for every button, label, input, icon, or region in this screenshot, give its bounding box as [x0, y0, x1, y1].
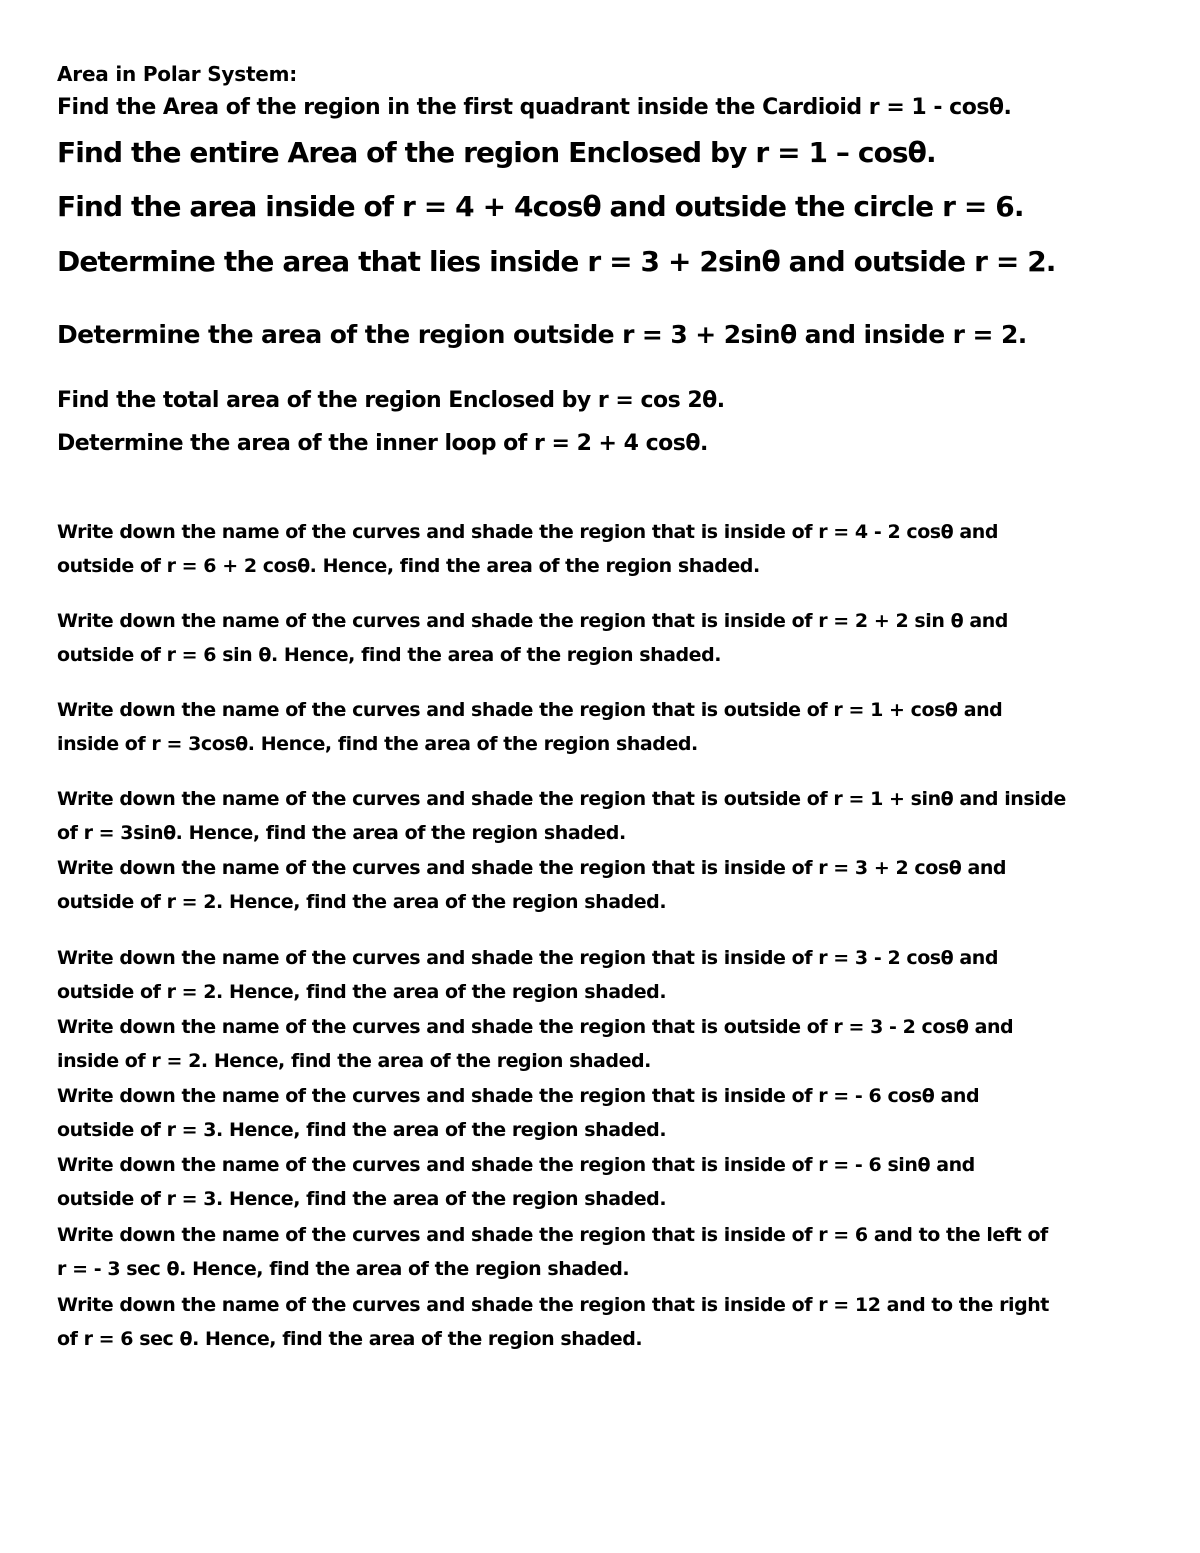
- write-question-2-line-2: outside of r = 6 sin θ. Hence, find the area of the region shaded.: [57, 644, 722, 666]
- write-question-3-line-2: inside of r = 3cosθ. Hence, find the area of the region shaded.: [57, 733, 698, 755]
- question-3: Find the area inside of r = 4 + 4cosθ and outside the circle r = 6.: [57, 190, 1024, 223]
- write-question-9-line-1: Write down the name of the curves and shade the region that is inside of r = - 6 sinθ and: [57, 1154, 975, 1176]
- write-question-2-line-1: Write down the name of the curves and shade the region that is inside of r = 2 + 2 sin θ and: [57, 610, 1008, 632]
- write-question-1-line-1: Write down the name of the curves and shade the region that is inside of r = 4 - 2 cosθ and: [57, 521, 999, 543]
- write-question-8-line-1: Write down the name of the curves and shade the region that is inside of r = - 6 cosθ and: [57, 1085, 980, 1107]
- write-question-4-line-2: of r = 3sinθ. Hence, find the area of the region shaded.: [57, 822, 626, 844]
- write-question-3: [57, 693, 1157, 761]
- question-2: Find the entire Area of the region Enclosed by r = 1 – cosθ.: [57, 136, 936, 169]
- write-question-10: [57, 1218, 1157, 1286]
- write-question-8-line-2: outside of r = 3. Hence, find the area of the region shaded.: [57, 1119, 667, 1141]
- write-question-3-line-1: Write down the name of the curves and shade the region that is outside of r = 1 + cosθ and: [57, 699, 1003, 721]
- write-question-1: [57, 515, 1157, 583]
- write-question-5: [57, 851, 1157, 919]
- write-question-4: [57, 782, 1157, 850]
- write-question-7-line-1: Write down the name of the curves and shade the region that is outside of r = 3 - 2 cosθ and: [57, 1016, 1014, 1038]
- write-question-9: [57, 1148, 1157, 1216]
- question-6: Find the total area of the region Enclosed by r = cos 2θ.: [57, 388, 725, 413]
- write-question-4-line-1: Write down the name of the curves and shade the region that is outside of r = 1 + sinθ and inside: [57, 788, 1066, 810]
- write-question-5-line-2: outside of r = 2. Hence, find the area of the region shaded.: [57, 891, 667, 913]
- write-question-7: [57, 1010, 1157, 1078]
- write-question-6-line-2: outside of r = 2. Hence, find the area of the region shaded.: [57, 981, 667, 1003]
- question-5: Determine the area of the region outside r = 3 + 2sinθ and inside r = 2.: [57, 320, 1027, 349]
- write-question-1-line-2: outside of r = 6 + 2 cosθ. Hence, find the area of the region shaded.: [57, 555, 760, 577]
- write-question-11-line-2: of r = 6 sec θ. Hence, find the area of the region shaded.: [57, 1328, 643, 1350]
- write-question-5-line-1: Write down the name of the curves and shade the region that is inside of r = 3 + 2 cosθ and: [57, 857, 1007, 879]
- write-question-6: [57, 941, 1157, 1009]
- write-question-10-line-1: Write down the name of the curves and shade the region that is inside of r = 6 and to the left of: [57, 1224, 1048, 1246]
- write-question-11-line-1: Write down the name of the curves and shade the region that is inside of r = 12 and to the right: [57, 1294, 1049, 1316]
- write-question-8: [57, 1079, 1157, 1147]
- question-1: Find the Area of the region in the first quadrant inside the Cardioid r = 1 - cosθ.: [57, 95, 1012, 120]
- write-question-9-line-2: outside of r = 3. Hence, find the area of the region shaded.: [57, 1188, 667, 1210]
- question-4: Determine the area that lies inside r = 3 + 2sinθ and outside r = 2.: [57, 245, 1056, 278]
- question-7: Determine the area of the inner loop of r = 2 + 4 cosθ.: [57, 431, 708, 456]
- write-question-11: [57, 1288, 1157, 1356]
- write-question-2: [57, 604, 1157, 672]
- document-title: Area in Polar System:: [57, 62, 298, 86]
- write-question-6-line-1: Write down the name of the curves and shade the region that is inside of r = 3 - 2 cosθ and: [57, 947, 999, 969]
- write-question-10-line-2: r = - 3 sec θ. Hence, find the area of the region shaded.: [57, 1258, 630, 1280]
- write-question-7-line-2: inside of r = 2. Hence, find the area of the region shaded.: [57, 1050, 651, 1072]
